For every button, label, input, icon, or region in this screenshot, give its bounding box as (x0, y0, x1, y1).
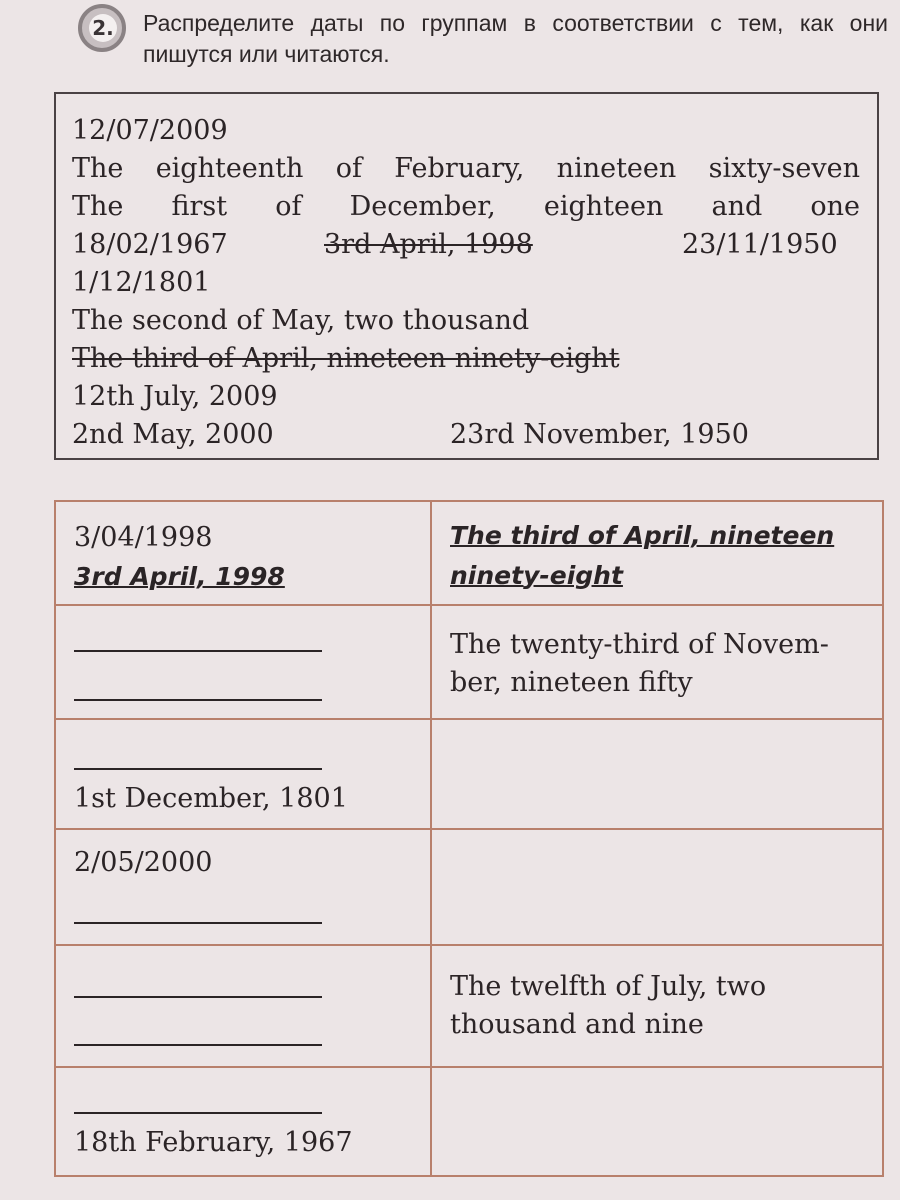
table-cell[interactable] (55, 605, 431, 719)
handwritten-answer: The third of April, nineteen ninety-eight (450, 521, 835, 590)
date-line: The first of December, eighteen and one (72, 191, 860, 222)
table-cell[interactable] (431, 719, 883, 829)
table-row (55, 719, 883, 829)
exercise-number-badge (78, 4, 126, 52)
table-cell (431, 605, 883, 719)
dates-box (54, 92, 879, 460)
answer-blank[interactable] (74, 1044, 322, 1046)
table-row (55, 945, 883, 1067)
date-line: 18/02/1967 (72, 229, 228, 260)
table-cell (55, 501, 431, 605)
table-cell (55, 1067, 431, 1176)
date-line: 12/07/2009 (72, 115, 228, 146)
answer-table (54, 500, 884, 1177)
exercise-number: 2. (89, 14, 117, 42)
table-cell (431, 945, 883, 1067)
cell-text: 18th February, 1967 (74, 1127, 353, 1158)
table-cell (431, 501, 883, 605)
answer-blank[interactable] (74, 1112, 322, 1114)
date-line: The second of May, two thousand (72, 305, 530, 336)
cell-text: The twenty-third of Novem-ber, nineteen fifty (450, 629, 829, 698)
date-line: 12th July, 2009 (72, 381, 278, 412)
exercise-instruction: Распределите даты по группам в соответствии с тем, как они пишутся или читаются. (143, 10, 888, 67)
answer-blank[interactable] (74, 650, 322, 652)
crossed-out-date: 3rd April, 1998 (324, 229, 533, 260)
date-line: 2nd May, 2000 (72, 419, 274, 450)
cell-text: 3/04/1998 (74, 522, 213, 553)
answer-blank[interactable] (74, 922, 322, 924)
answer-blank[interactable] (74, 699, 322, 701)
table-cell[interactable] (431, 1067, 883, 1176)
handwritten-answer: 3rd April, 1998 (74, 562, 285, 591)
table-row (55, 605, 883, 719)
cell-text: 2/05/2000 (74, 847, 213, 878)
crossed-out-date: The third of April, nineteen ninety-eight (72, 343, 620, 374)
cell-text: 1st December, 1801 (74, 783, 348, 814)
date-line: 23/11/1950 (682, 229, 838, 260)
table-row (55, 829, 883, 945)
table-row (55, 1067, 883, 1176)
date-line: 23rd November, 1950 (450, 419, 749, 450)
table-cell[interactable] (55, 945, 431, 1067)
answer-blank[interactable] (74, 996, 322, 998)
date-line: 1/12/1801 (72, 267, 211, 298)
table-cell (55, 719, 431, 829)
cell-text: The twelfth of July, two thousand and nine (450, 971, 767, 1040)
table-cell (55, 829, 431, 945)
table-cell[interactable] (431, 829, 883, 945)
answer-blank[interactable] (74, 768, 322, 770)
date-line: The eighteenth of February, nineteen sixty-seven (72, 153, 860, 184)
table-row (55, 501, 883, 605)
